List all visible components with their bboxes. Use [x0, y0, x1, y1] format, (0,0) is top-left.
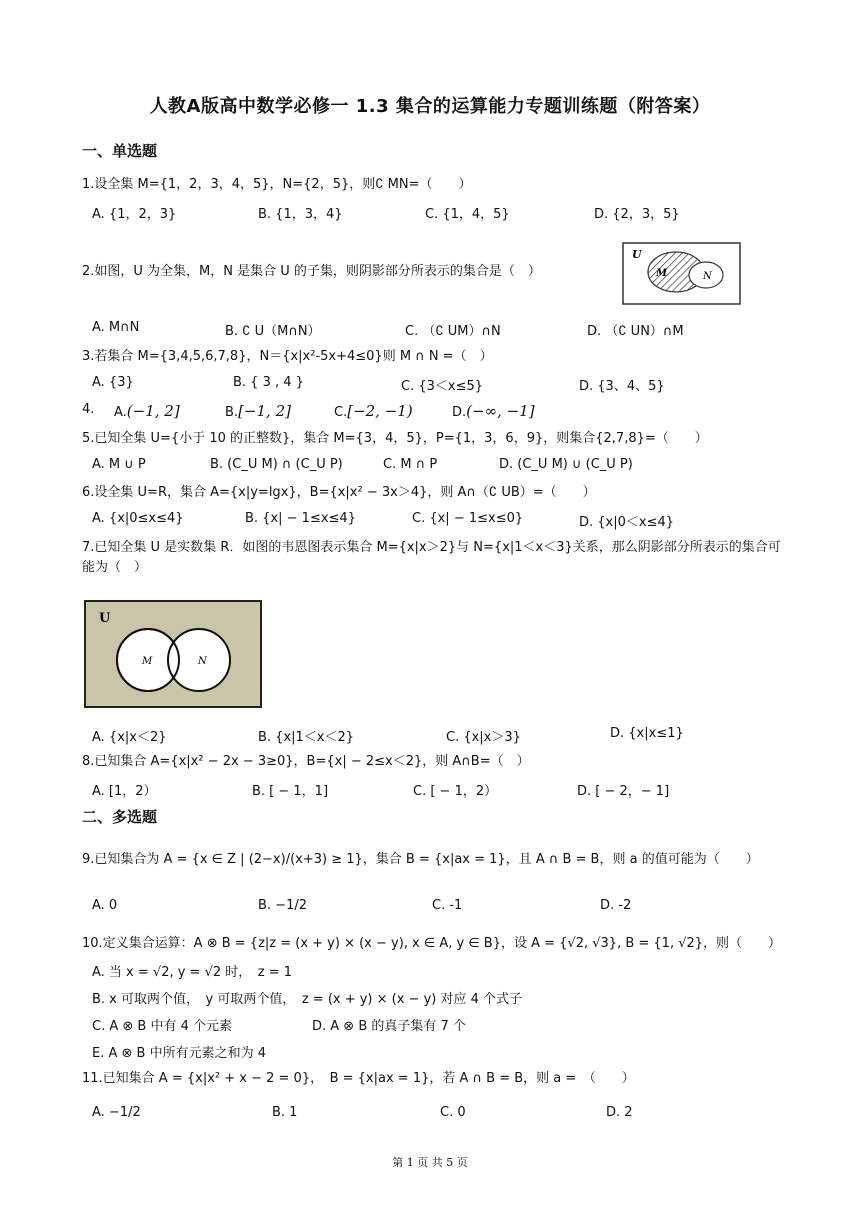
venn-diagram-q2: [622, 242, 742, 306]
q9-option-b: B. −1/2: [258, 898, 307, 913]
venn-u-label: U: [99, 611, 111, 626]
q10-option-d: D. A ⊗ B 的真子集有 7 个: [312, 1019, 466, 1034]
venn-n-label: N: [198, 656, 207, 667]
section-single-choice: 一、单选题: [82, 142, 158, 160]
q1-option-b: B. {1，3，4}: [258, 207, 343, 222]
question-9-stem: 9.已知集合为 A = {x ∈ Z | (2−x)/(x+3) ≥ 1}，集合 B = {x|ax = 1}，且 A ∩ B = B，则 a 的值可能为（ ）: [82, 852, 759, 867]
q5-option-b: B. (C_U M) ∩ (C_U P): [210, 457, 343, 472]
q3-option-a: A. {3}: [92, 375, 134, 390]
question-2-stem: 2.如图，U 为全集，M，N 是集合 U 的子集，则阴影部分所表示的集合是（ ）: [82, 264, 541, 279]
q8-option-a: A. [1，2）: [92, 784, 157, 799]
section-multiple-choice: 二、多选题: [82, 808, 158, 826]
question-8-stem: 8.已知集合 A={x|x² − 2x − 3≥0}，B={x| − 2≤x＜2}，则 A∩B=（ ）: [82, 754, 530, 769]
q8-option-b: B. [ − 1，1]: [252, 784, 329, 799]
venn-diagram-q7: [84, 600, 262, 708]
venn-u-label: U: [632, 248, 642, 261]
question-3-stem: 3.若集合 M={3,4,5,6,7,8}，N＝{x|x²-5x+4≤0}则 M ∩ N =（ ）: [82, 349, 493, 364]
q2-option-d: D. （∁ UN）∩M: [587, 324, 684, 339]
q1-option-d: D. {2，3，5}: [594, 207, 680, 222]
q2-option-b: B. ∁ U（M∩N）: [225, 324, 321, 339]
q7-option-c: C. {x|x＞3}: [446, 730, 521, 745]
q3-option-d: D. {3、4、5}: [579, 379, 665, 394]
question-6-stem: 6.设全集 U=R，集合 A={x|y=lgx}，B={x|x² − 3x＞4}，则 A∩（∁ UB）=（ ）: [82, 485, 596, 500]
q2-option-a: A. M∩N: [92, 320, 140, 335]
q5-option-c: C. M ∩ P: [383, 457, 438, 472]
q3-option-b: B. { 3 , 4 }: [233, 375, 304, 390]
q9-option-a: A. 0: [92, 898, 118, 913]
q3-option-c: C. {3＜x≤5}: [401, 379, 484, 394]
q10-option-b: B. x 可取两个值， y 可取两个值， z = (x + y) × (x − y) 对应 4 个式子: [92, 992, 523, 1007]
q6-option-b: B. {x| − 1≤x≤4}: [245, 511, 356, 526]
q6-option-d: D. {x|0＜x≤4}: [579, 515, 675, 530]
question-10-stem: 10.定义集合运算：A ⊗ B = {z|z = (x + y) × (x − y), x ∈ A, y ∈ B}，设 A = {√2, √3}, B = {1, √2}，则（ ）: [82, 936, 782, 951]
q7-option-d: D. {x|x≤1}: [610, 726, 684, 741]
q10-option-e: E. A ⊗ B 中所有元素之和为 4: [92, 1046, 266, 1061]
q5-option-a: A. M ∪ P: [92, 457, 146, 472]
q1-option-a: A. {1，2，3}: [92, 207, 177, 222]
q11-option-c: C. 0: [440, 1105, 466, 1120]
q4-option-b: B.[−1, 2]: [225, 402, 291, 420]
q9-option-d: D. -2: [600, 898, 632, 913]
q4-option-a: A.(−1, 2]: [114, 402, 180, 420]
q8-option-d: D. [ − 2，− 1]: [577, 784, 670, 799]
q6-option-c: C. {x| − 1≤x≤0}: [412, 511, 524, 526]
question-4-number: 4.: [82, 402, 95, 417]
question-1-stem: 1.设全集 M={1，2，3，4，5}，N={2，5}，则∁ MN=（ ）: [82, 177, 472, 192]
q7-option-b: B. {x|1＜x＜2}: [258, 730, 355, 745]
q8-option-c: C. [ − 1，2）: [413, 784, 498, 799]
q10-option-c: C. A ⊗ B 中有 4 个元素: [92, 1019, 232, 1034]
venn-m-label: M: [656, 268, 668, 279]
q11-option-d: D. 2: [606, 1105, 633, 1120]
page-footer: 第 1 页 共 5 页: [392, 1156, 468, 1169]
question-11-stem: 11.已知集合 A = {x|x² + x − 2 = 0}， B = {x|ax = 1}，若 A ∩ B = B，则 a = （ ）: [82, 1071, 635, 1086]
q1-option-c: C. {1，4，5}: [425, 207, 510, 222]
q4-option-c: C.[−2, −1): [334, 402, 413, 420]
question-5-stem: 5.已知全集 U={小于 10 的正整数}，集合 M={3，4，5}，P={1，3，6，9}，则集合{2,7,8}=（ ）: [82, 431, 708, 446]
page-title: 人教A版高中数学必修一 1.3 集合的运算能力专题训练题（附答案）: [149, 96, 711, 117]
q11-option-a: A. −1/2: [92, 1105, 141, 1120]
q5-option-d: D. (C_U M) ∪ (C_U P): [499, 457, 633, 472]
q2-option-c: C. （∁ UM）∩N: [405, 324, 501, 339]
q4-option-d: D.(−∞, −1]: [452, 402, 535, 420]
q10-option-a: A. 当 x = √2, y = √2 时， z = 1: [92, 965, 293, 980]
q7-option-a: A. {x|x＜2}: [92, 730, 167, 745]
venn-m-label: M: [142, 656, 153, 667]
q11-option-b: B. 1: [272, 1105, 298, 1120]
q9-option-c: C. -1: [432, 898, 463, 913]
venn-n-label: N: [703, 271, 712, 282]
q6-option-a: A. {x|0≤x≤4}: [92, 511, 184, 526]
question-7-stem: 7.已知全集 U 是实数集 R．如图的韦恩图表示集合 M={x|x＞2}与 N={x|1＜x＜3}关系，那么阴影部分所表示的集合可能为（ ）: [82, 540, 781, 575]
